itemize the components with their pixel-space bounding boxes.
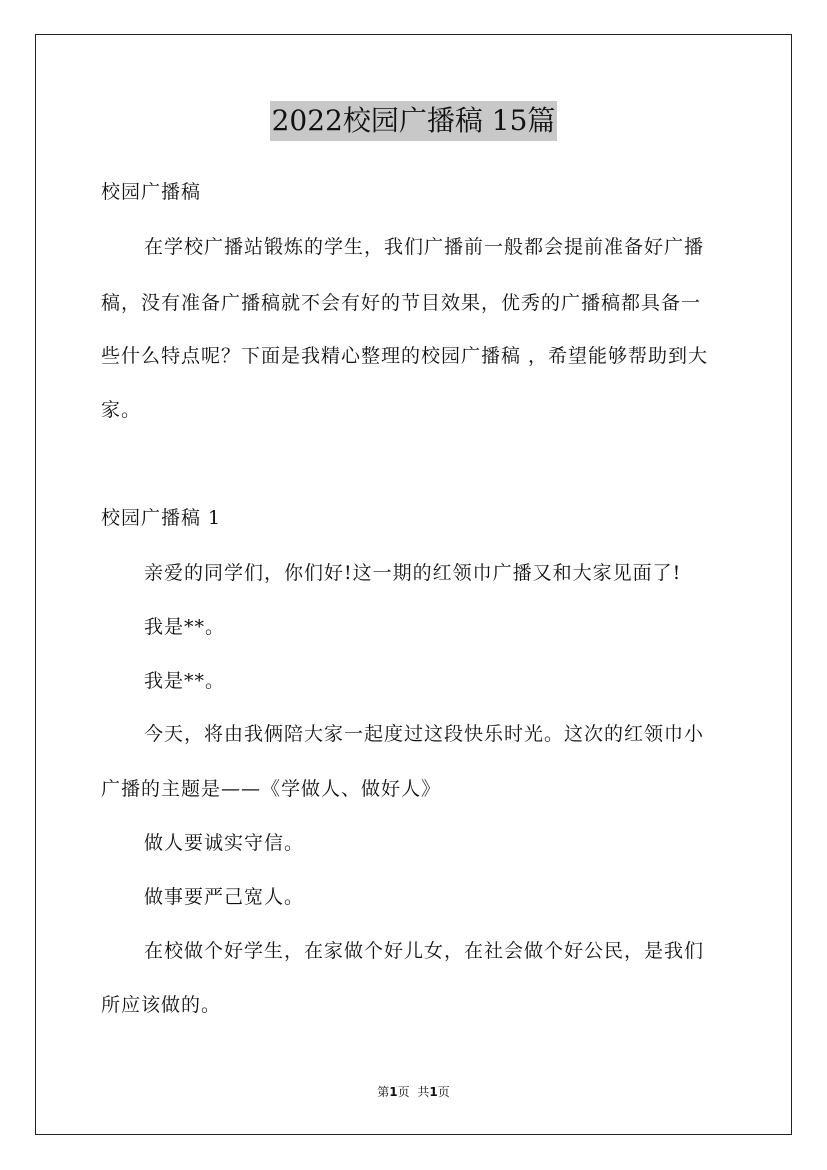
total-pages: 1 [429, 1085, 438, 1099]
paragraph-line: 我是**。 [144, 616, 226, 638]
page-suffix: 页 [397, 1085, 410, 1099]
page-prefix: 第 [377, 1085, 390, 1099]
total-prefix: 共 [417, 1085, 430, 1099]
page-number: 1 [389, 1085, 398, 1099]
paragraph-line: 在校做个好学生，在家做个好儿女，在社会做个好公民，是我们 [144, 940, 705, 962]
paragraph-line: 些什么特点呢？下面是我精心整理的校园广播稿 ，希望能够帮助到大 [101, 345, 709, 367]
paragraph-line: 家。 [101, 399, 142, 421]
page-footer [0, 1084, 827, 1100]
section-heading: 校园广播稿 1 [101, 507, 222, 529]
document-title: 2022校园广播稿 15篇 [270, 101, 558, 141]
paragraph-line: 今天，将由我俩陪大家一起度过这段快乐时光。这次的红领巾小 [144, 723, 705, 745]
paragraph-line: 广播的主题是——《学做人、做好人》 [101, 778, 442, 800]
section-heading: 校园广播稿 [101, 181, 202, 203]
paragraph-line: 稿，没有准备广播稿就不会有好的节目效果，优秀的广播稿都具备一 [101, 292, 702, 314]
title-container [0, 101, 827, 141]
paragraph-line: 所应该做的。 [101, 994, 222, 1016]
paragraph-line: 做人要诚实守信。 [144, 832, 305, 854]
paragraph-line: 亲爱的同学们，你们好!这一期的红领巾广播又和大家见面了! [144, 562, 682, 584]
paragraph-line: 我是**。 [144, 670, 226, 692]
total-suffix: 页 [437, 1085, 450, 1099]
paragraph-line: 做事要严己宽人。 [144, 886, 305, 908]
paragraph-line: 在学校广播站锻炼的学生，我们广播前一般都会提前准备好广播 [144, 236, 705, 258]
